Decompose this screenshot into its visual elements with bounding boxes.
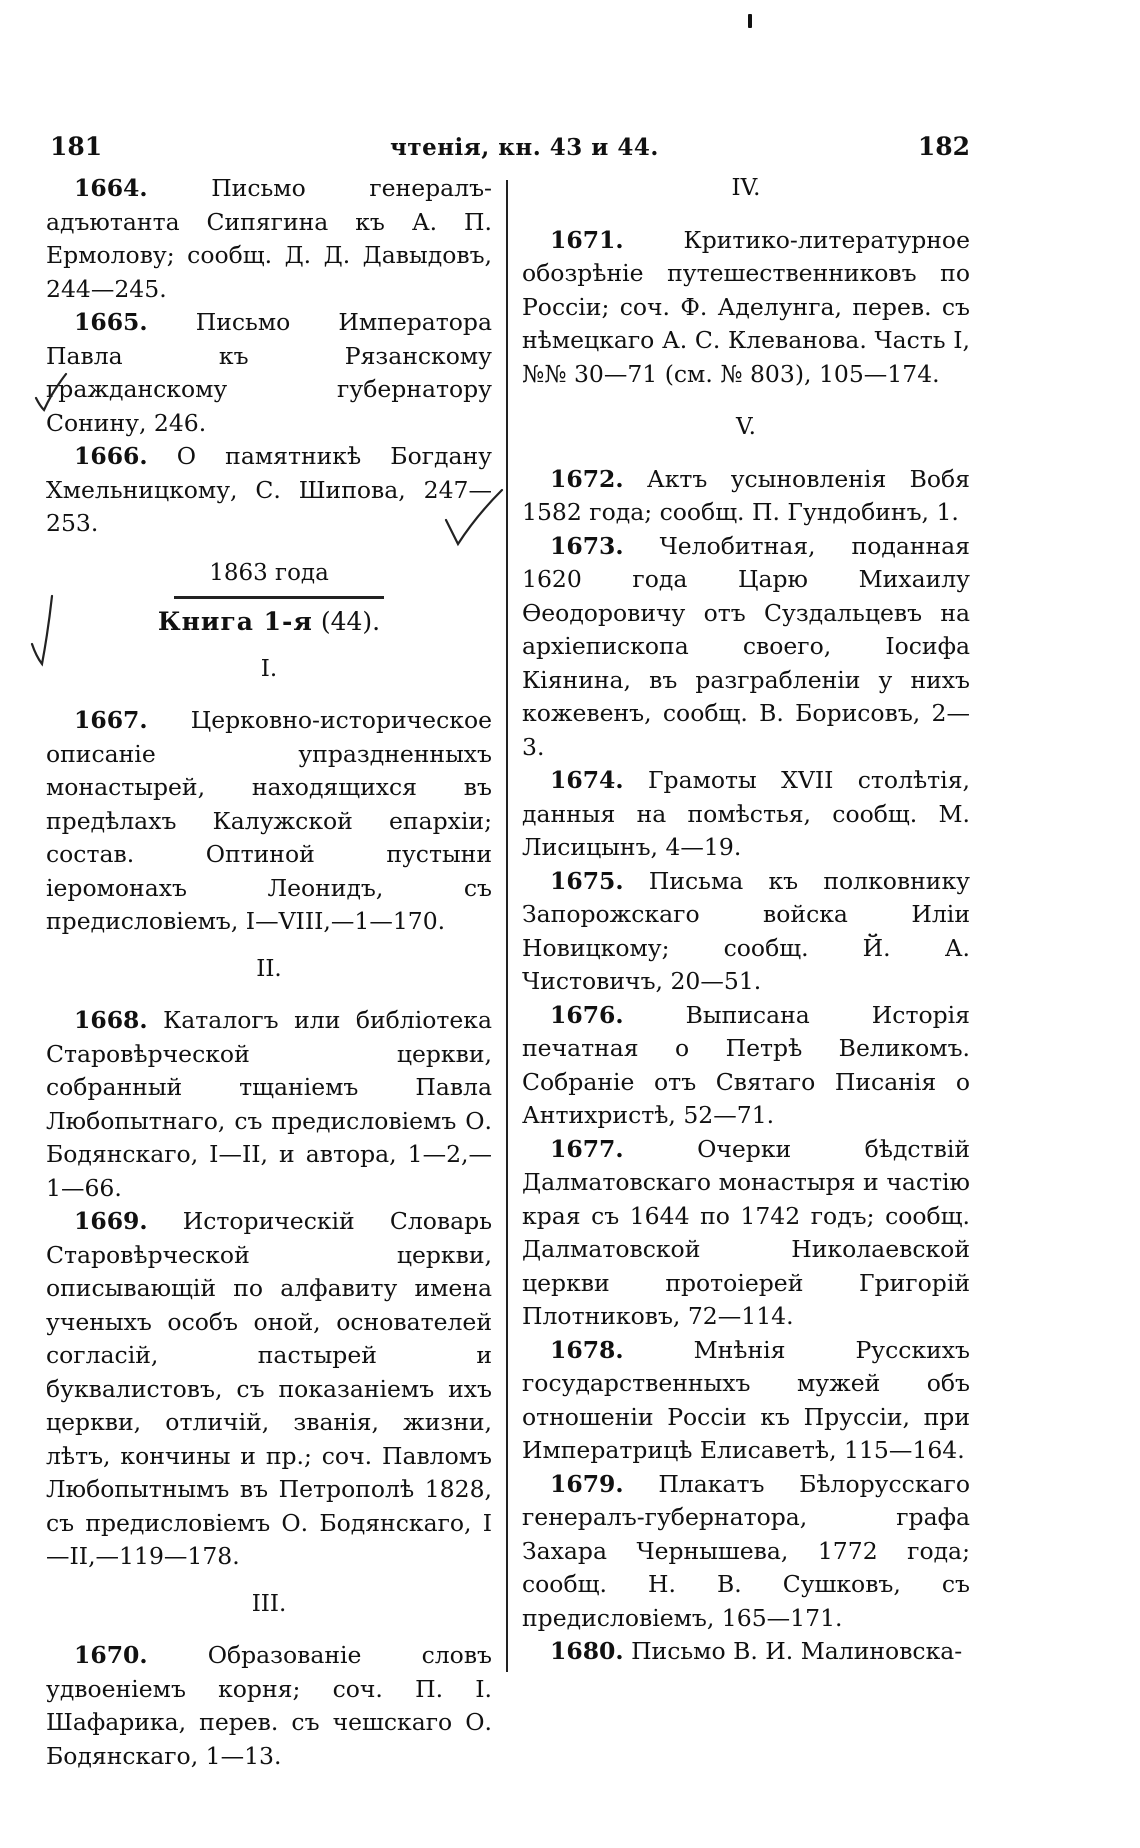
entry-1671 xyxy=(522,224,970,392)
entry-text: Грамоты XVII столѣтія, данныя на помѣстья, сообщ. М. Лисицынъ, 4—19. xyxy=(522,766,970,861)
entry-number: 1669. xyxy=(74,1207,148,1235)
entry-1669 xyxy=(46,1205,492,1574)
entry-1664 xyxy=(46,172,492,306)
entry-1675 xyxy=(522,865,970,999)
entry-1673 xyxy=(522,530,970,765)
entry-number: 1664. xyxy=(74,174,148,202)
entry-number: 1670. xyxy=(74,1641,148,1669)
page-number-right: 182 xyxy=(917,132,970,161)
entry-text: Плакатъ Бѣлорусскаго генералъ-губернатора, графа Захара Чернышева, 1772 года; сообщ. Н. В. Сушковъ, съ предисловіемъ, 165—171. xyxy=(522,1469,970,1632)
entry-number: 1680. xyxy=(550,1637,624,1665)
book-heading xyxy=(46,605,492,639)
entry-number: 1671. xyxy=(550,225,624,254)
entry-1672 xyxy=(522,463,970,530)
ink-speck xyxy=(748,14,752,28)
section-heading-2: II. xyxy=(256,955,282,982)
entry-text: Письмо Императора Павла къ Рязанскому гражданскому губернатору Сонину, 246. xyxy=(46,308,492,437)
entry-1665 xyxy=(46,306,492,440)
entry-number: 1679. xyxy=(550,1469,624,1498)
entry-number: 1668. xyxy=(74,1006,148,1034)
entry-1677 xyxy=(522,1133,970,1334)
entry-number: 1666. xyxy=(74,442,148,470)
section-heading-4: IV. xyxy=(731,175,761,201)
year-rule xyxy=(174,596,384,599)
entry-1676 xyxy=(522,999,970,1133)
entry-1680 xyxy=(522,1635,970,1669)
entry-text: О памятникѣ Богдану Хмельницкому, С. Шипова, 247—253. xyxy=(46,442,492,537)
left-column xyxy=(46,172,492,1773)
entry-text: Актъ усыновленія Вобя 1582 года; сообщ. П. Гундобинъ, 1. xyxy=(522,464,970,526)
book-title: Книга 1-я xyxy=(157,607,313,636)
entry-1674 xyxy=(522,764,970,865)
entry-1678 xyxy=(522,1334,970,1468)
page-header xyxy=(50,132,970,172)
entry-number: 1665. xyxy=(74,308,148,336)
entry-text: Историческій Словарь Старовѣрческой церкви, описывающій по алфавиту имена ученыхъ особъ оной, основателей согласій, пастырей и буквалистовъ, съ показаніемъ ихъ церкви, отличій, званія, жизни, лѣтъ, кончины и пр.; соч. Павломъ Любопытнымъ въ Петрополѣ 1828, съ предисловіемъ О. Бодянскаго, I—II,—119—178. xyxy=(46,1207,492,1570)
entry-1667 xyxy=(46,704,492,939)
entry-number: 1677. xyxy=(550,1134,624,1163)
entry-number: 1676. xyxy=(550,1000,624,1029)
section-heading-3: III. xyxy=(251,1590,287,1617)
running-title: чтенія, кн. 43 и 44. xyxy=(390,134,659,161)
page-number-left: 181 xyxy=(50,132,103,161)
entry-number: 1674. xyxy=(550,766,624,794)
entry-number: 1667. xyxy=(74,706,148,734)
section-heading-1: I. xyxy=(260,655,278,682)
column-divider xyxy=(506,180,508,1672)
section-heading-5: V. xyxy=(736,414,756,440)
entry-text: Каталогъ или библіотека Старовѣрческой церкви, собранный тщаніемъ Павла Любопытнаго, съ предисловіемъ О. Бодянскаго, I—II, и автора, 1—2,—1—66. xyxy=(46,1006,492,1202)
entry-1668 xyxy=(46,1004,492,1205)
entry-number: 1678. xyxy=(550,1335,624,1364)
entry-text: Письмо генералъ-адъютанта Сипягина къ А. П. Ермолову; сообщ. Д. Д. Давыдовъ, 244—245. xyxy=(46,174,492,303)
entry-text: Мнѣнія Русскихъ государственныхъ мужей объ отношеніи Россіи къ Пруссіи, при Императрицѣ Елисаветѣ, 115—164. xyxy=(522,1335,970,1464)
entry-number: 1673. xyxy=(550,531,624,560)
entry-text: Выписана Исторія печатная о Петрѣ Великомъ. Собраніе отъ Святаго Писанія о Антихристѣ, 52—71. xyxy=(522,1000,970,1129)
entry-text: Церковно-историческое описаніе упраздненныхъ монастырей, находящихся въ предѣлахъ Калужской епархіи; состав. Оптиной пустыни іеромонахъ Леонидъ, съ предисловіемъ, I—VIII,—1—170. xyxy=(46,706,492,935)
entry-1679 xyxy=(522,1468,970,1636)
entry-number: 1672. xyxy=(550,464,624,493)
year-heading: 1863 года xyxy=(209,559,329,586)
entry-text: Очерки бѣдствій Далматовскаго монастыря и частію края съ 1644 по 1742 годъ; сообщ. Далматовской Николаевской церкви протоіерей Григорій Плотниковъ, 72—114. xyxy=(522,1134,970,1330)
right-column xyxy=(522,172,970,1669)
entry-text: Образованіе словъ удвоеніемъ корня; соч. П. I. Шафарика, перев. съ чешскаго О. Бодянскаго, 1—13. xyxy=(46,1641,492,1770)
book-number: (44). xyxy=(312,607,381,636)
entry-1670 xyxy=(46,1639,492,1773)
entry-number: 1675. xyxy=(550,866,624,895)
entry-text: Челобитная, поданная 1620 года Царю Михаилу Ѳеодоровичу отъ Суздальцевъ на архіепископа своего, Іосифа Кіянина, въ разграбленіи у нихъ кожевенъ, сообщ. В. Борисовъ, 2—3. xyxy=(522,531,970,761)
entry-text: Критико-литературное обозрѣніе путешественниковъ по Россіи; соч. Ф. Аделунга, перев. съ нѣмецкаго А. С. Клеванова. Часть I, №№ 30—71 (см. № 803), 105—174. xyxy=(522,225,970,388)
entry-1666 xyxy=(46,440,492,541)
entry-text: Письмо В. И. Малиновска- xyxy=(623,1637,963,1665)
entry-text: Письма къ полковнику Запорожскаго войска Иліи Новицкому; сообщ. Й. А. Чистовичъ, 20—51. xyxy=(522,866,970,995)
